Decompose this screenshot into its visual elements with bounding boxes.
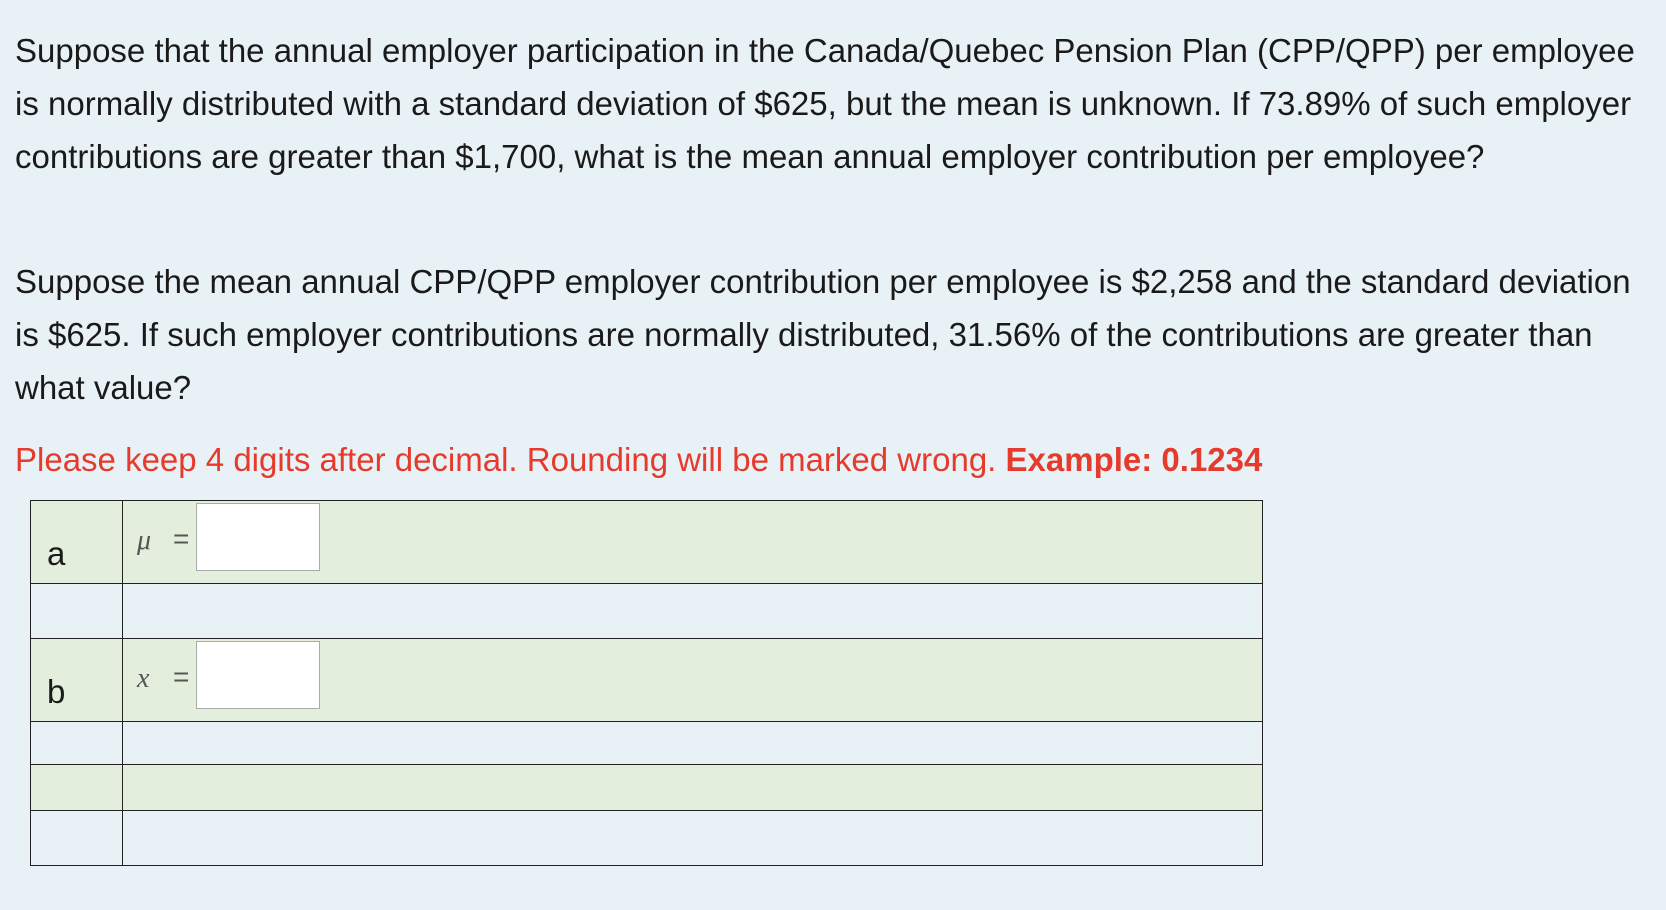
- part-b-label: b: [47, 673, 66, 710]
- equals-sign-a: =: [173, 523, 190, 554]
- spacer-cell: [123, 811, 1263, 866]
- spacer-cell: [123, 584, 1263, 639]
- spacer-cell: [31, 722, 123, 765]
- spacer-cell: [123, 722, 1263, 765]
- x-symbol: x: [137, 663, 150, 694]
- spacer-cell: [31, 765, 123, 811]
- question-b-text: Suppose the mean annual CPP/QPP employer contribution per employee is $2,258 and the standard deviation is $625. If such employer contributions are normally distributed, 31.56% of the contributions are greater than what value?: [15, 263, 1631, 406]
- spacer-cell: [123, 765, 1263, 811]
- instruction-example: Example: 0.1234: [1005, 441, 1263, 478]
- part-a-label: a: [47, 535, 66, 572]
- part-a-label-cell: [31, 501, 123, 584]
- spacer-row-1: [31, 584, 1263, 639]
- spacer-row-2: [31, 722, 1263, 765]
- mu-symbol: μ: [137, 525, 152, 556]
- rounding-instruction: [15, 433, 1262, 486]
- part-b-label-cell: [31, 639, 123, 722]
- equals-sign-b: =: [173, 661, 190, 692]
- spacer-row-4: [31, 811, 1263, 866]
- spacer-cell: [31, 811, 123, 866]
- part-b-input-cell: [123, 639, 1263, 722]
- x-answer-input[interactable]: [196, 641, 320, 709]
- answer-table: [30, 500, 1263, 866]
- spacer-row-3: [31, 765, 1263, 811]
- part-a-input-cell: [123, 501, 1263, 584]
- answer-row-a: [31, 501, 1263, 584]
- instruction-text: Please keep 4 digits after decimal. Rounding will be marked wrong.: [15, 441, 997, 478]
- mu-answer-input[interactable]: [196, 503, 320, 571]
- answer-row-b: [31, 639, 1263, 722]
- spacer-cell: [31, 584, 123, 639]
- question-a-text: Suppose that the annual employer participation in the Canada/Quebec Pension Plan (CPP/QPP) per employee is normally distributed with a standard deviation of $625, but the mean is unknown. If 73.89% of such employer contributions are greater than $1,700, what is the mean annual employer contribution per employee?: [15, 32, 1635, 175]
